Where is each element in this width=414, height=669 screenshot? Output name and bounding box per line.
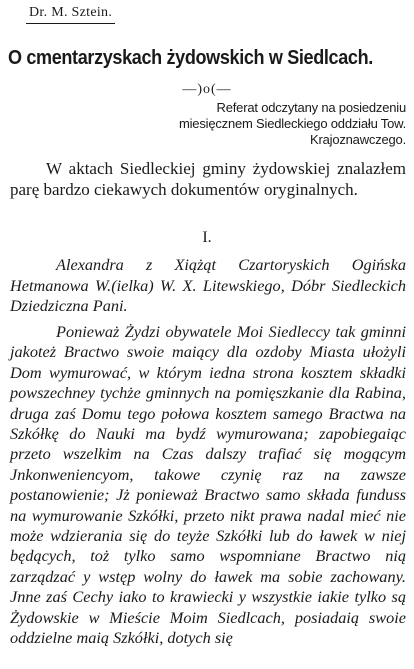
ornament-divider: —)o(— — [182, 82, 232, 97]
section-numeral: I. — [202, 229, 212, 246]
document-body: Ponieważ Żydzi obywatele Moi Siedleccy tak gminni jakoteż Bractwo swoie maiący dla ozdoby Miasta ułożyli Dom wymurować, w którym iedna strona kosztem składki powszechney tychże gminnych na pomięszkanie dla Rabina, druga zaś Domu tego połowa kosztem samego Bractwa na Szkółkę do Nauki ma bydź wymurowana; zapobiegaiąc przeto wszelkim na Czas dalszy trafiać się mogącym Jnkonweniencyom, takowe czynię raz na zawsze postanowienie; Jż ponieważ Bractwo samo składa funduss na wymurowanie Szkółki, przeto nikt prawa nadal mieć nie może wdzierania się do teyże Szkółki lub do ławek w niej będących, toż tylko samo wspomniane Bractwo nią zarządzać y wstęp wolny do ławek ma sobie zachowany. Jnne zaś Cechy iako to krawiecki y wszystkie iakie tylko są Żydowskie w Mieście Moim Siedlcach, posiadaią swoie oddzielne maią Szkółki, dotych się — [10, 322, 406, 648]
author-name: Dr. M. Sztein. — [26, 5, 115, 24]
intro-paragraph: W aktach Siedleckiej gminy żydowskiej znalazłem parę bardzo ciekawych dokumentów oryginalnych. — [10, 159, 406, 199]
document-heading: Alexandra z Xiążąt Czartoryskich Ogińska Hetmanowa W.(ielka) W. X. Litewskiego, Dóbr Siedleckich Dziedziczna Pani. — [10, 255, 406, 315]
lecture-note: Referat odczytany na posiedzeniu miesięcznem Siedleckiego oddziału Tow. Krajoznawczego. — [178, 100, 406, 147]
article-title: O cmentarzyskach żydowskich w Siedlcach. — [8, 46, 373, 69]
